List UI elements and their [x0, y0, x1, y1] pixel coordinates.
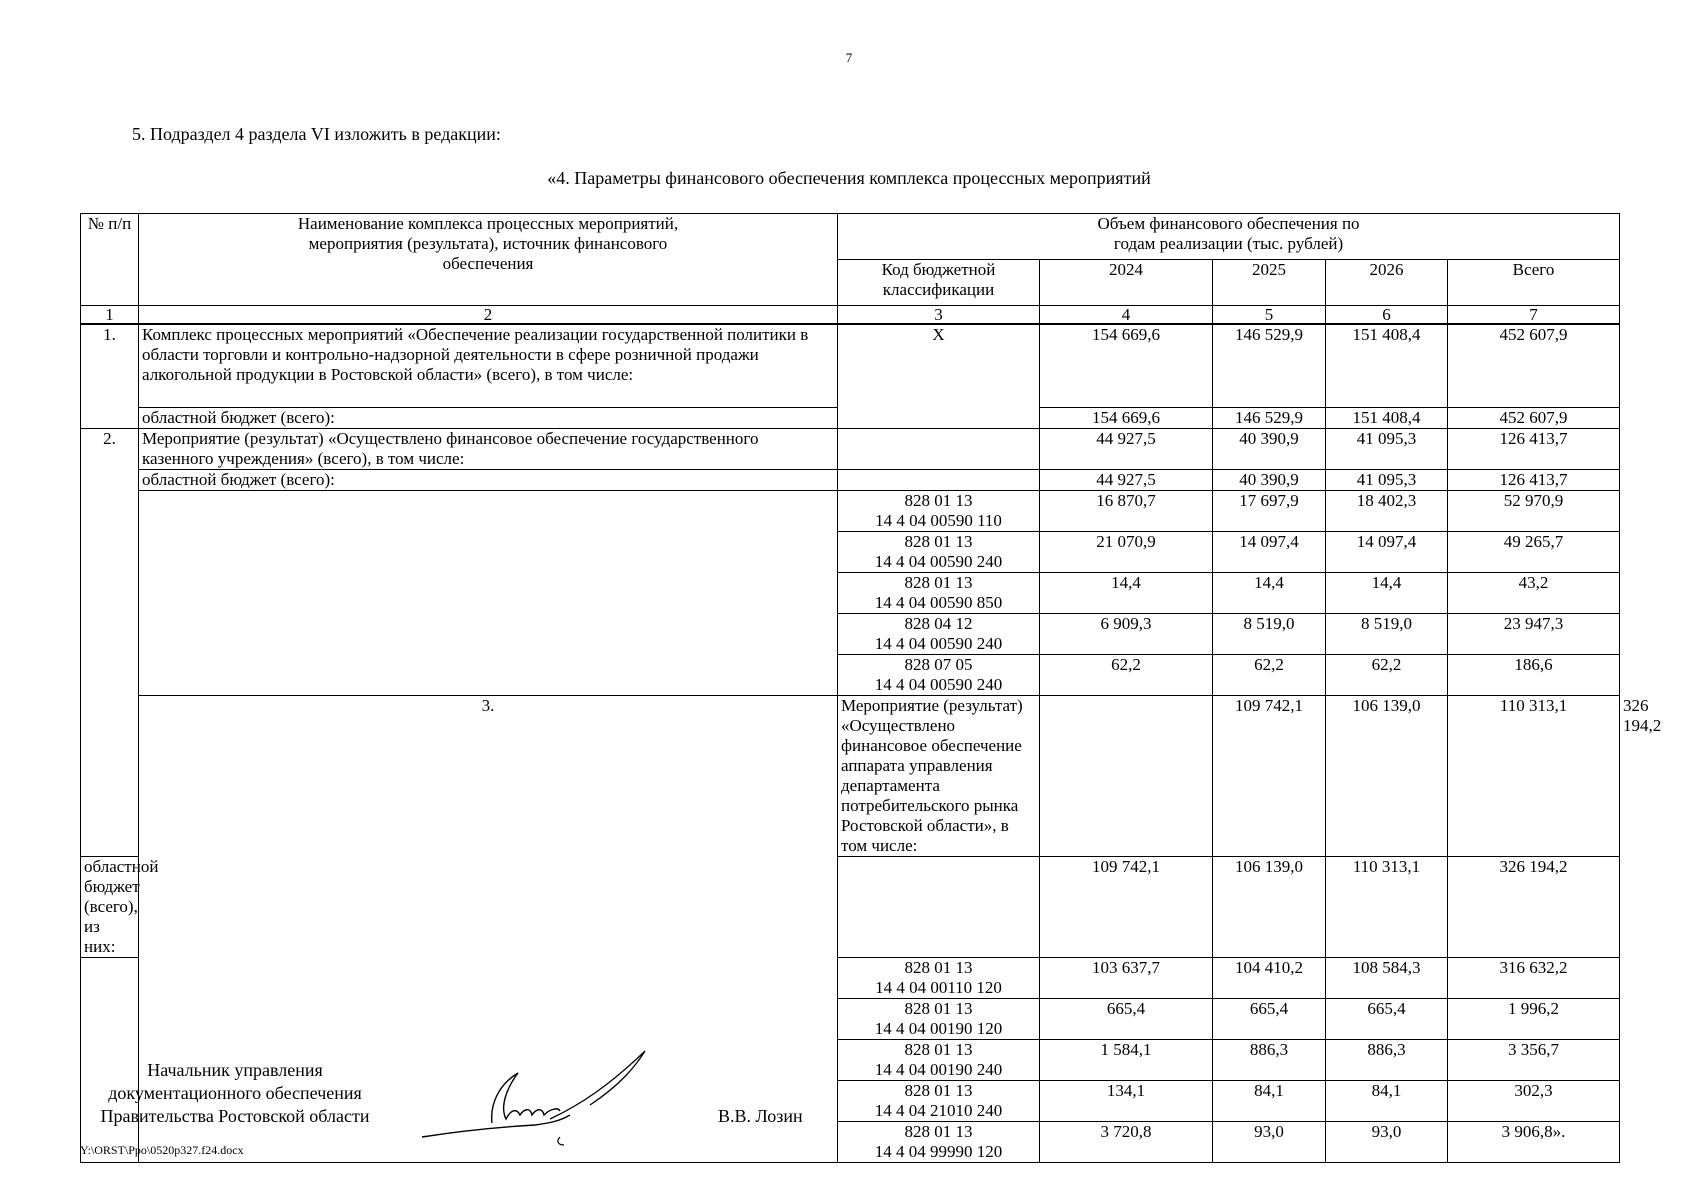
- value-total: 126 413,7: [1448, 428, 1620, 469]
- value-total: 186,6: [1448, 654, 1620, 695]
- row-number: 1.: [81, 324, 139, 428]
- row-code: [838, 998, 1040, 1039]
- value-2026: 110 313,1: [1448, 695, 1620, 856]
- code-line-2: 14 4 04 00110 120: [875, 977, 1002, 997]
- value-2025: 106 139,0: [1326, 695, 1448, 856]
- value-2025: 104 410,2: [1213, 957, 1326, 998]
- value-2025: 84,1: [1213, 1080, 1326, 1121]
- header-2024: 2024: [1040, 260, 1213, 306]
- value-2026: 665,4: [1326, 998, 1448, 1039]
- value-2026: 62,2: [1326, 654, 1448, 695]
- table-row: [81, 490, 1620, 531]
- code-line-1: 828 04 12: [904, 613, 973, 633]
- table-row: [81, 428, 1620, 469]
- col-number: 6: [1326, 306, 1448, 325]
- value-2024: 3 720,8: [1040, 1121, 1213, 1162]
- value-2025: 146 529,9: [1213, 407, 1326, 428]
- code-line-2: 14 4 04 00190 120: [874, 1018, 1003, 1038]
- value-2024: 16 870,7: [1040, 490, 1213, 531]
- value-2024: 1 584,1: [1040, 1039, 1213, 1080]
- value-2026: 84,1: [1326, 1080, 1448, 1121]
- row-code: [838, 957, 1040, 998]
- column-numbers-row: [81, 306, 1620, 325]
- value-2024: 665,4: [1040, 998, 1213, 1039]
- code-line-2: 14 4 04 99990 120: [874, 1141, 1003, 1161]
- value-2024: 6 909,3: [1040, 613, 1213, 654]
- value-total: 126 413,7: [1448, 469, 1620, 490]
- header-no: № п/п: [81, 214, 139, 306]
- signatory-position: Начальник управления документационного обеспечения Правительства Ростовской области: [100, 1060, 370, 1126]
- value-total: 326 194,2: [1448, 856, 1620, 957]
- value-2026: 41 095,3: [1326, 469, 1448, 490]
- value-2024: 154 669,6: [1040, 324, 1213, 407]
- code-line-1: 828 01 13: [904, 531, 973, 551]
- value-2024: 14,4: [1040, 572, 1213, 613]
- col-number: 7: [1448, 306, 1620, 325]
- value-total: 43,2: [1448, 572, 1620, 613]
- code-line-1: 828 07 05: [904, 654, 973, 674]
- value-total: 302,3: [1448, 1080, 1620, 1121]
- header-name-text: Наименование комплекса процессных мероприятий, мероприятия (результата), источник финансового обеспечения: [297, 214, 679, 273]
- table-row: [81, 469, 1620, 490]
- row-name: Комплекс процессных мероприятий «Обеспечение реализации государственной политики в области торговли и контрольно-надзорной деятельности в сфере розничной продажи алкогольной продукции в Ростовской области» (всего), в том числе:: [139, 324, 838, 407]
- value-2026: 14 097,4: [1326, 531, 1448, 572]
- code-line-1: 828 01 13: [904, 957, 973, 977]
- value-2026: 886,3: [1326, 1039, 1448, 1080]
- value-2025: 62,2: [1213, 654, 1326, 695]
- value-2025: 8 519,0: [1213, 613, 1326, 654]
- value-2024: 109 742,1: [1213, 695, 1326, 856]
- code-line-2: 14 4 04 00590 240: [874, 551, 1003, 571]
- code-line-2: 14 4 04 00590 850: [874, 592, 1003, 612]
- code-line-1: 828 01 13: [904, 490, 973, 510]
- header-row-1: [81, 214, 1620, 260]
- value-2025: 665,4: [1213, 998, 1326, 1039]
- value-2025: 146 529,9: [1213, 324, 1326, 407]
- col-number: 5: [1213, 306, 1326, 325]
- row-name-empty: [139, 490, 838, 695]
- header-2025: 2025: [1213, 260, 1326, 306]
- row-code: [838, 428, 1040, 469]
- value-2025: 886,3: [1213, 1039, 1326, 1080]
- header-2026: 2026: [1326, 260, 1448, 306]
- col-number: 1: [81, 306, 139, 325]
- budget-label: областной бюджет (всего):: [139, 407, 838, 428]
- table-title-text: «4. Параметры финансового обеспечения комплекса процессных мероприятий: [547, 168, 1151, 188]
- col-number: 2: [139, 306, 838, 325]
- table-title: [0, 168, 1698, 189]
- code-line-1: 828 01 13: [904, 998, 973, 1018]
- value-2024: 154 669,6: [1040, 407, 1213, 428]
- header-volume: [838, 214, 1620, 260]
- row-number: 2.: [81, 428, 139, 856]
- code-line-1: 828 01 13: [904, 572, 973, 592]
- page-number: 7: [845, 50, 853, 65]
- row-code: [838, 856, 1040, 957]
- value-total: 3 356,7: [1448, 1039, 1620, 1080]
- value-2024: 21 070,9: [1040, 531, 1213, 572]
- value-total: 23 947,3: [1448, 613, 1620, 654]
- budget-label: областной бюджет (всего), из них:: [81, 856, 139, 957]
- value-2024: 44 927,5: [1040, 469, 1213, 490]
- code-line-2: 14 4 04 00590 240: [874, 633, 1003, 653]
- code-line-1: 828 01 13: [904, 1121, 973, 1141]
- value-total: 452 607,9: [1448, 324, 1620, 407]
- value-2026: 14,4: [1326, 572, 1448, 613]
- value-2026: 18 402,3: [1326, 490, 1448, 531]
- value-2026: 108 584,3: [1326, 957, 1448, 998]
- value-total: 316 632,2: [1448, 957, 1620, 998]
- header-code: Код бюджетной классификации: [838, 260, 1040, 306]
- value-2026: 110 313,1: [1326, 856, 1448, 957]
- value-2026: 93,0: [1326, 1121, 1448, 1162]
- signatory-name: В.В. Лозин: [718, 1106, 803, 1126]
- value-total: 49 265,7: [1448, 531, 1620, 572]
- value-total: 452 607,9: [1448, 407, 1620, 428]
- row-number: 3.: [139, 695, 838, 1162]
- value-2025: 40 390,9: [1213, 469, 1326, 490]
- header-total: Всего: [1448, 260, 1620, 306]
- table-row: 3. Мероприятие (результат) «Осуществлено финансовое обеспечение аппарата управления департамента потребительского рынка Ростовской области», в том числе: 109 742,1 106 139,0 110 313,1 326 194,2: [81, 695, 1620, 856]
- row-name: Мероприятие (результат) «Осуществлено финансовое обеспечение государственного казенного учреждения» (всего), в том числе:: [139, 428, 838, 469]
- header-volume-text: Объем финансового обеспечения по годам реализации (тыс. рублей): [1097, 214, 1360, 253]
- row-code: [838, 490, 1040, 531]
- code-line-2: 14 4 04 00590 110: [875, 510, 1002, 530]
- value-total: 1 996,2: [1448, 998, 1620, 1039]
- code-line-2: 14 4 04 00190 240: [874, 1059, 1003, 1079]
- value-2025: 40 390,9: [1213, 428, 1326, 469]
- code-line-1: 828 01 13: [904, 1039, 973, 1059]
- handwritten-signature: [420, 1045, 660, 1155]
- row-code: [838, 1039, 1040, 1080]
- row-code: [838, 1121, 1040, 1162]
- row-code: [838, 572, 1040, 613]
- intro-text: 5. Подраздел 4 раздела VI изложить в редакции:: [132, 124, 501, 144]
- file-path: Y:\ORST\Ppo\0520p327.f24.docx: [80, 1143, 244, 1157]
- row-code: [838, 531, 1040, 572]
- row-code: [838, 654, 1040, 695]
- value-total: 52 970,9: [1448, 490, 1620, 531]
- row-name: Мероприятие (результат) «Осуществлено финансовое обеспечение аппарата управления департамента потребительского рынка Ростовской области», в том числе:: [838, 695, 1040, 856]
- value-2024: 62,2: [1040, 654, 1213, 695]
- row-code: [1040, 695, 1213, 856]
- value-total: 3 906,8».: [1448, 1121, 1620, 1162]
- value-2025: 14 097,4: [1213, 531, 1326, 572]
- row-code: [838, 469, 1040, 490]
- value-2025: 93,0: [1213, 1121, 1326, 1162]
- code-line-1: 828 01 13: [904, 1080, 973, 1100]
- col-number: 3: [838, 306, 1040, 325]
- col-number: 4: [1040, 306, 1213, 325]
- value-2025: 106 139,0: [1213, 856, 1326, 957]
- value-2025: 14,4: [1213, 572, 1326, 613]
- value-2024: 134,1: [1040, 1080, 1213, 1121]
- code-line-2: 14 4 04 00590 240: [874, 674, 1003, 694]
- code-line-2: 14 4 04 21010 240: [874, 1100, 1003, 1120]
- value-2026: 151 408,4: [1326, 407, 1448, 428]
- table-row: [81, 324, 1620, 407]
- value-2026: 151 408,4: [1326, 324, 1448, 407]
- row-code: [838, 1080, 1040, 1121]
- value-2026: 8 519,0: [1326, 613, 1448, 654]
- value-2026: 41 095,3: [1326, 428, 1448, 469]
- value-2024: 109 742,1: [1040, 856, 1213, 957]
- row-code: X: [838, 324, 1040, 428]
- value-2025: 17 697,9: [1213, 490, 1326, 531]
- value-2024: 103 637,7: [1040, 957, 1213, 998]
- budget-label: областной бюджет (всего):: [139, 469, 838, 490]
- row-code: [838, 613, 1040, 654]
- financing-table: [80, 213, 1662, 1163]
- value-2024: 44 927,5: [1040, 428, 1213, 469]
- header-name: [139, 214, 838, 306]
